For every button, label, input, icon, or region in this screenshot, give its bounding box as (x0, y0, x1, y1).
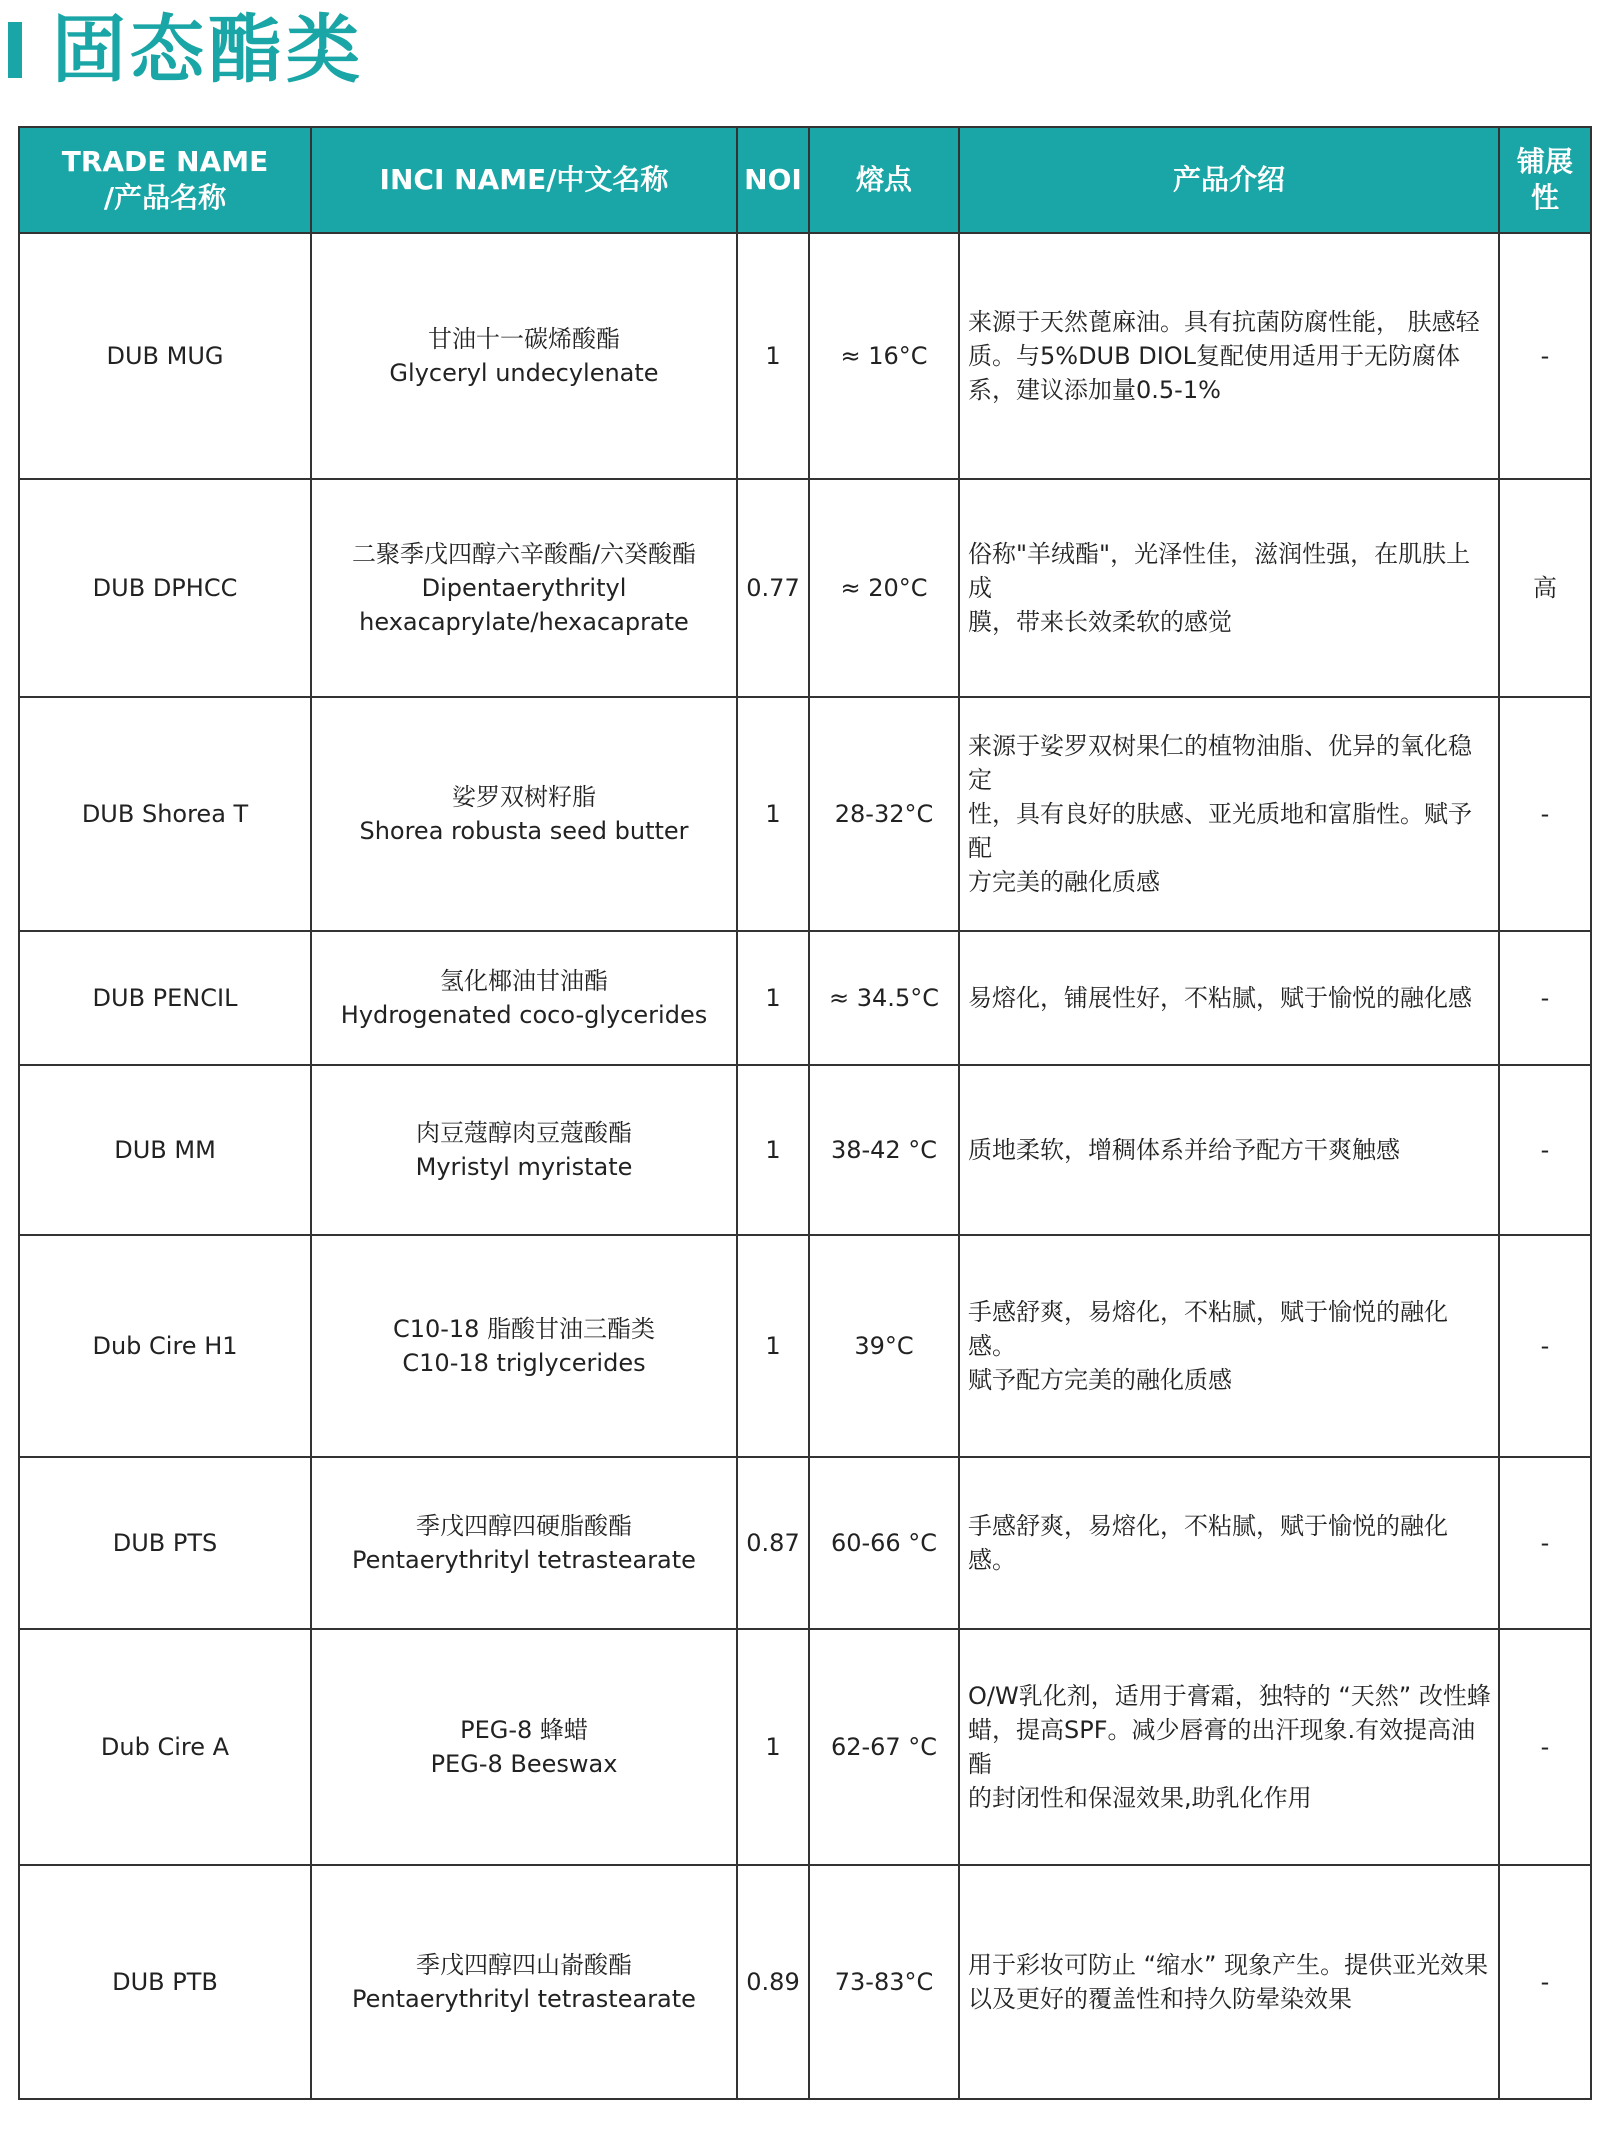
inci-name-cell: 氢化椰油甘油酯 Hydrogenated coco-glycerides (311, 931, 737, 1065)
inci-name-cell: PEG-8 蜂蜡 PEG-8 Beeswax (311, 1629, 737, 1865)
page-title: 固态酯类 (52, 7, 364, 93)
spreading-cell: - (1499, 1457, 1591, 1629)
trade-name-cell: DUB MM (19, 1065, 311, 1235)
trade-name-cell: DUB PTS (19, 1457, 311, 1629)
noi-cell: 1 (737, 1065, 809, 1235)
trade-name-cell: DUB PENCIL (19, 931, 311, 1065)
inci-name-cell: 甘油十一碳烯酸酯 Glyceryl undecylenate (311, 233, 737, 479)
spreading-cell: - (1499, 1865, 1591, 2099)
inci-name-cell: 季戊四醇四山嵛酸酯 Pentaerythrityl tetrastearate (311, 1865, 737, 2099)
trade-name-cell: Dub Cire A (19, 1629, 311, 1865)
noi-cell: 0.77 (737, 479, 809, 697)
header-description: 产品介绍 (959, 127, 1499, 233)
melting-point-cell: ≈ 20°C (809, 479, 959, 697)
spreading-cell: - (1499, 931, 1591, 1065)
noi-cell: 1 (737, 697, 809, 931)
noi-cell: 1 (737, 233, 809, 479)
description-cell: 手感舒爽，易熔化，不粘腻，赋于愉悦的融化感。 (959, 1457, 1499, 1629)
spreading-cell: - (1499, 1629, 1591, 1865)
description-cell: 质地柔软，增稠体系并给予配方干爽触感 (959, 1065, 1499, 1235)
header-melting-point: 熔点 (809, 127, 959, 233)
table-row (19, 479, 1591, 697)
spreading-cell: - (1499, 1235, 1591, 1457)
table-row (19, 697, 1591, 931)
table-row (19, 233, 1591, 479)
description-cell: 来源于天然蓖麻油。具有抗菌防腐性能， 肤感轻 质。与5%DUB DIOL复配使用适用于无防腐体 系，建议添加量0.5-1% (959, 233, 1499, 479)
melting-point-cell: 38-42 °C (809, 1065, 959, 1235)
description-cell: 来源于娑罗双树果仁的植物油脂、优异的氧化稳定 性，具有良好的肤感、亚光质地和富脂性。赋予配 方完美的融化质感 (959, 697, 1499, 931)
trade-name-cell: Dub Cire H1 (19, 1235, 311, 1457)
header-noi: NOI (737, 127, 809, 233)
trade-name-cell: DUB DPHCC (19, 479, 311, 697)
spreading-cell: 高 (1499, 479, 1591, 697)
description-cell: 用于彩妆可防止 “缩水” 现象产生。提供亚光效果 以及更好的覆盖性和持久防晕染效果 (959, 1865, 1499, 2099)
title-accent-bar (8, 22, 22, 78)
header-inci-name: INCI NAME/中文名称 (311, 127, 737, 233)
header-trade-name: TRADE NAME /产品名称 (19, 127, 311, 233)
table-row (19, 1629, 1591, 1865)
table-header-row (19, 127, 1591, 233)
melting-point-cell: 28-32°C (809, 697, 959, 931)
description-cell: O/W乳化剂，适用于膏霜，独特的 “天然” 改性蜂 蜡，提高SPF。减少唇膏的出汗现象.有效提高油酯 的封闭性和保湿效果,助乳化作用 (959, 1629, 1499, 1865)
inci-name-cell: 二聚季戊四醇六辛酸酯/六癸酸酯 Dipentaerythrityl hexacaprylate/hexacaprate (311, 479, 737, 697)
table-row (19, 1865, 1591, 2099)
spreading-cell: - (1499, 697, 1591, 931)
inci-name-cell: 娑罗双树籽脂 Shorea robusta seed butter (311, 697, 737, 931)
inci-name-cell: 季戊四醇四硬脂酸酯 Pentaerythrityl tetrastearate (311, 1457, 737, 1629)
page-header (8, 7, 364, 93)
spreading-cell: - (1499, 1065, 1591, 1235)
melting-point-cell: ≈ 34.5°C (809, 931, 959, 1065)
noi-cell: 0.89 (737, 1865, 809, 2099)
melting-point-cell: 62-67 °C (809, 1629, 959, 1865)
melting-point-cell: ≈ 16°C (809, 233, 959, 479)
inci-name-cell: 肉豆蔻醇肉豆蔻酸酯 Myristyl myristate (311, 1065, 737, 1235)
product-table (18, 126, 1592, 2100)
trade-name-cell: DUB PTB (19, 1865, 311, 2099)
melting-point-cell: 39°C (809, 1235, 959, 1457)
noi-cell: 1 (737, 1235, 809, 1457)
description-cell: 易熔化，铺展性好，不粘腻，赋于愉悦的融化感 (959, 931, 1499, 1065)
spreading-cell: - (1499, 233, 1591, 479)
inci-name-cell: C10-18 脂酸甘油三酯类 C10-18 triglycerides (311, 1235, 737, 1457)
table-row (19, 1065, 1591, 1235)
melting-point-cell: 60-66 °C (809, 1457, 959, 1629)
melting-point-cell: 73-83°C (809, 1865, 959, 2099)
header-spreading: 铺展 性 (1499, 127, 1591, 233)
noi-cell: 0.87 (737, 1457, 809, 1629)
table-row (19, 1235, 1591, 1457)
trade-name-cell: DUB Shorea T (19, 697, 311, 931)
noi-cell: 1 (737, 931, 809, 1065)
noi-cell: 1 (737, 1629, 809, 1865)
description-cell: 俗称"羊绒酯"，光泽性佳，滋润性强，在肌肤上成 膜，带来长效柔软的感觉 (959, 479, 1499, 697)
table-row (19, 931, 1591, 1065)
trade-name-cell: DUB MUG (19, 233, 311, 479)
table-row (19, 1457, 1591, 1629)
description-cell: 手感舒爽，易熔化，不粘腻，赋于愉悦的融化感。 赋予配方完美的融化质感 (959, 1235, 1499, 1457)
